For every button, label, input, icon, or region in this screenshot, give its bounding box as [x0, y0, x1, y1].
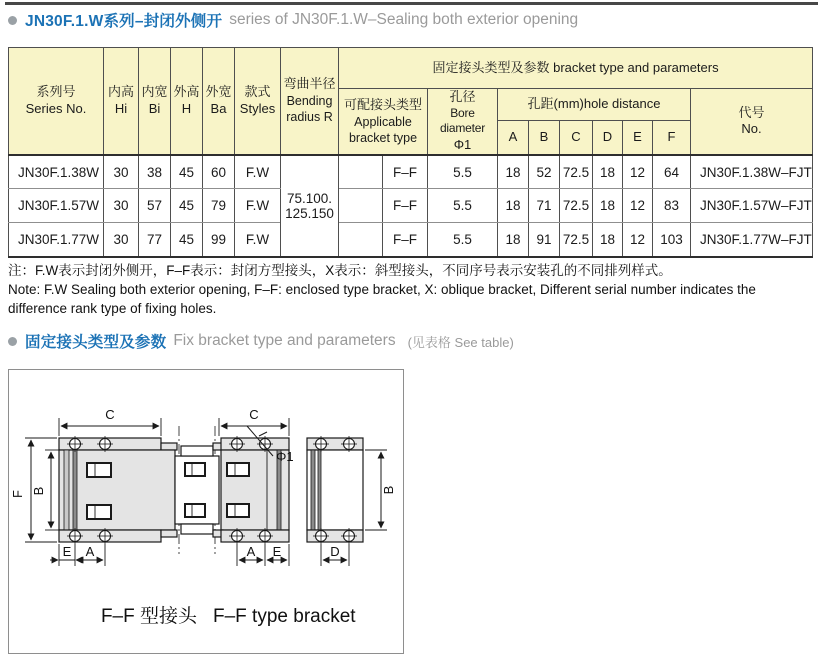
- cell-hi: 30: [104, 223, 139, 257]
- table-row: [9, 155, 813, 189]
- cell-ba: 99: [203, 223, 235, 257]
- dim-e-a-left: [50, 544, 105, 566]
- group-header-bracket-params: 固定接头类型及参数 bracket type and parameters: [339, 48, 813, 89]
- col-header-hole-a: A: [498, 121, 529, 155]
- cell-hole-a: 18: [498, 189, 529, 223]
- cell-styles: F.W: [235, 223, 281, 257]
- dim-label-phi1: Φ1: [276, 449, 294, 464]
- cell-hole-e: 12: [623, 223, 653, 257]
- note-zh: 注：F.W表示封闭外侧开，F–F表示：封闭方型接头，X表示：斜型接头，不同序号表示安装孔的不同排列样式。: [8, 263, 672, 278]
- cell-series: JN30F.1.77W: [9, 223, 104, 257]
- col-header-outer-width: 外宽 Ba: [203, 48, 235, 155]
- bracket-technical-drawing: [9, 370, 401, 651]
- table-header: [9, 48, 813, 155]
- diagram-caption-zh: F–F 型接头: [100, 606, 197, 627]
- section-title-fix-bracket: [8, 330, 514, 352]
- col-header-code: 代号 No.: [691, 89, 813, 155]
- spacer-cell: [339, 189, 383, 223]
- bullet-icon: [8, 337, 17, 346]
- spacer-cell: [339, 155, 383, 189]
- middle-link: [175, 446, 219, 534]
- spec-table: [8, 47, 813, 258]
- cell-bracket-type: F–F: [383, 223, 428, 257]
- section-title-hint: (见表格 See table): [407, 334, 514, 350]
- cell-hole-a: 18: [498, 223, 529, 257]
- cell-bore: 5.5: [428, 223, 498, 257]
- cell-code: JN30F.1.57W–FJT: [691, 189, 813, 223]
- dim-label-a-left: A: [85, 544, 95, 559]
- cell-hole-b: 71: [529, 189, 560, 223]
- cell-hi: 30: [104, 155, 139, 189]
- table-body: [9, 155, 813, 257]
- dim-b-left: [31, 450, 59, 530]
- table-row: [9, 223, 813, 257]
- page-title-zh: JN30F.1.W系列–封闭外侧开: [25, 13, 223, 30]
- col-header-hole-distance: 孔距(mm)hole distance: [498, 89, 691, 121]
- end-view: [307, 436, 363, 544]
- col-header-bore-diameter: 孔径 Bore diameter Φ1: [428, 89, 498, 155]
- col-header-hole-c: C: [560, 121, 593, 155]
- cell-hole-d: 18: [593, 155, 623, 189]
- cell-code: JN30F.1.77W–FJT: [691, 223, 813, 257]
- cell-hole-c: 72.5: [560, 223, 593, 257]
- cell-hole-f: 103: [653, 223, 691, 257]
- dim-label-c-left: C: [105, 407, 115, 422]
- bullet-icon: [8, 16, 17, 25]
- cell-bi: 77: [139, 223, 171, 257]
- dim-label-e-left: E: [62, 544, 72, 559]
- cell-h: 45: [171, 189, 203, 223]
- cell-bracket-type: F–F: [383, 189, 428, 223]
- cell-hole-b: 52: [529, 155, 560, 189]
- top-divider-rule: [5, 2, 818, 5]
- spacer-cell: [339, 223, 383, 257]
- cell-hole-a: 18: [498, 155, 529, 189]
- cell-hole-c: 72.5: [560, 155, 593, 189]
- cell-ba: 79: [203, 189, 235, 223]
- dim-a-e-right: [237, 544, 289, 566]
- cell-ba: 60: [203, 155, 235, 189]
- page-title: [8, 9, 578, 31]
- col-header-inner-height: 内高 Hi: [104, 48, 139, 155]
- col-header-hole-d: D: [593, 121, 623, 155]
- dim-label-b-right: B: [381, 485, 396, 495]
- dim-c-right: [219, 407, 289, 436]
- col-header-series: 系列号 Series No.: [9, 48, 104, 155]
- cell-bracket-type: F–F: [383, 155, 428, 189]
- cell-hole-e: 12: [623, 155, 653, 189]
- cell-hi: 30: [104, 189, 139, 223]
- cell-bi: 38: [139, 155, 171, 189]
- cell-series: JN30F.1.38W: [9, 155, 104, 189]
- cell-h: 45: [171, 155, 203, 189]
- dim-label-b-left: B: [31, 486, 46, 496]
- cell-hole-b: 91: [529, 223, 560, 257]
- cell-series: JN30F.1.57W: [9, 189, 104, 223]
- dim-b-right: [365, 450, 396, 530]
- cell-h: 45: [171, 223, 203, 257]
- dim-d: [321, 544, 349, 566]
- cell-hole-f: 83: [653, 189, 691, 223]
- col-header-hole-b: B: [529, 121, 560, 155]
- cell-hole-c: 72.5: [560, 189, 593, 223]
- cell-styles: F.W: [235, 155, 281, 189]
- cell-styles: F.W: [235, 189, 281, 223]
- col-header-hole-f: F: [653, 121, 691, 155]
- diagram-caption-en: F–F type bracket: [213, 606, 356, 627]
- notes-block: [8, 261, 814, 318]
- dim-label-c-right: C: [249, 407, 259, 422]
- cell-hole-e: 12: [623, 189, 653, 223]
- dim-label-d: D: [330, 544, 340, 559]
- col-header-bending-radius: 弯曲半径 Bending radius R: [281, 48, 339, 155]
- cell-bending-radius: 75.100. 125.150: [281, 155, 339, 257]
- table-row: [9, 189, 813, 223]
- section-title-zh: 固定接头类型及参数: [25, 334, 167, 351]
- col-header-inner-width: 内宽 Bi: [139, 48, 171, 155]
- dim-label-e-right: E: [272, 544, 282, 559]
- col-header-styles: 款式 Styles: [235, 48, 281, 155]
- dim-label-a-right: A: [246, 544, 256, 559]
- dim-label-f: F: [10, 490, 25, 498]
- left-bracket-plate: [59, 436, 177, 544]
- cell-bore: 5.5: [428, 155, 498, 189]
- note-en: Note: F.W Sealing both exterior opening, F–F: enclosed type bracket, X: oblique bracket, Different serial number indicates the difference rank type of fixing holes.: [8, 282, 756, 317]
- col-header-hole-e: E: [623, 121, 653, 155]
- section-title-en: Fix bracket type and parameters: [173, 332, 396, 349]
- page-title-en: series of JN30F.1.W–Sealing both exterior opening: [229, 11, 579, 28]
- cell-hole-d: 18: [593, 223, 623, 257]
- cell-hole-f: 64: [653, 155, 691, 189]
- col-header-outer-height: 外高 H: [171, 48, 203, 155]
- col-header-applicable-bracket: 可配接头类型 Applicable bracket type: [339, 89, 428, 155]
- dim-c-left: [59, 407, 161, 436]
- cell-hole-d: 18: [593, 189, 623, 223]
- cell-bore: 5.5: [428, 189, 498, 223]
- bracket-diagram-box: [8, 369, 404, 654]
- cell-bi: 57: [139, 189, 171, 223]
- cell-code: JN30F.1.38W–FJT: [691, 155, 813, 189]
